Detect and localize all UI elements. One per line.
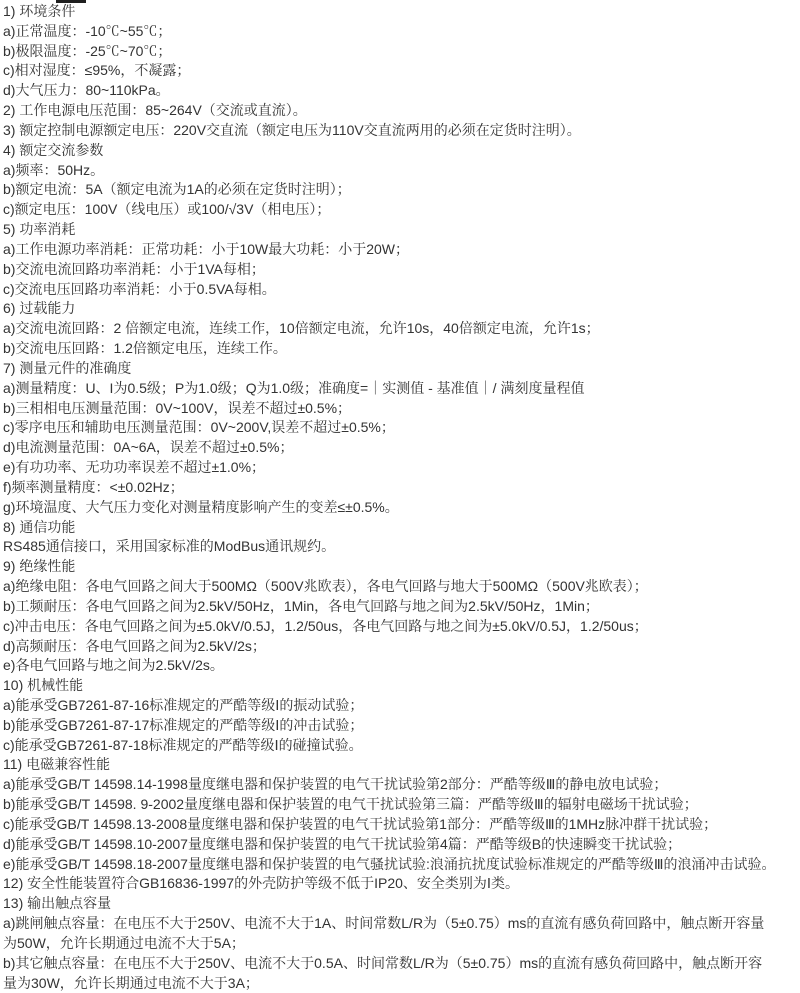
spec-line: a)频率：50Hz。 xyxy=(3,161,105,178)
spec-line: a)能承受GB7261-87-16标准规定的严酷等级Ⅰ的振动试验； xyxy=(3,696,364,713)
spec-line: 5) 功率消耗 xyxy=(3,221,76,238)
spec-line: 7) 测量元件的准确度 xyxy=(3,359,132,376)
spec-line: e)能承受GB/T 14598.18-2007量度继电器和保护装置的电气骚扰试验:浪涌抗扰度试验标准规定的严酷等级Ⅲ的浪涌冲击试验。 xyxy=(3,855,776,872)
spec-line: 10) 机械性能 xyxy=(3,677,84,694)
spec-line: 量为30W，允许长期通过电流不大于3A； xyxy=(3,974,259,991)
spec-line: c)额定电压：100V（线电压）或100/√3V（相电压）； xyxy=(3,201,331,218)
spec-line: a)正常温度：-10℃~55℃； xyxy=(3,22,172,39)
spec-line: a)能承受GB/T 14598.14-1998量度继电器和保护装置的电气干扰试验第2部分：严酷等级Ⅲ的静电放电试验； xyxy=(3,776,668,793)
spec-line: 9) 绝缘性能 xyxy=(3,558,76,575)
spec-line: c)能承受GB7261-87-18标准规定的严酷等级Ⅰ的碰撞试验。 xyxy=(3,736,363,753)
spec-line: b)交流电压回路：1.2倍额定电压，连续工作。 xyxy=(3,340,287,357)
spec-line: b)极限温度：-25℃~70℃； xyxy=(3,42,172,59)
spec-line: b)额定电流：5A（额定电流为1A的必须在定货时注明）； xyxy=(3,181,351,198)
spec-line: a)绝缘电阻：各电气回路之间大于500MΩ（500V兆欧表），各电气回路与地大于500MΩ（500V兆欧表）； xyxy=(3,578,648,595)
spec-line: RS485通信接口，采用国家标准的ModBus通讯规约。 xyxy=(3,538,336,555)
spec-line: g)环境温度、大气压力变化对测量精度影响产生的变差≤±0.5%。 xyxy=(3,498,399,515)
spec-line: 4) 额定交流参数 xyxy=(3,141,104,158)
spec-line: e)有功功率、无功功率误差不超过±1.0%； xyxy=(3,459,266,476)
spec-line: 2) 工作电源电压范围：85~264V（交流或直流）。 xyxy=(3,102,307,119)
spec-line: b)能承受GB7261-87-17标准规定的严酷等级Ⅰ的冲击试验； xyxy=(3,716,364,733)
spec-line: 3) 额定控制电源额定电压：220V交直流（额定电压为110V交直流两用的必须在定货时注明）。 xyxy=(3,121,581,138)
spec-line: a)工作电源功率消耗：正常功耗：小于10W最大功耗：小于20W； xyxy=(3,240,410,257)
spec-line: 13) 输出触点容量 xyxy=(3,895,112,912)
spec-line: d)能承受GB/T 14598.10-2007量度继电器和保护装置的电气干扰试验第4篇：严酷等级B的快速瞬变干扰试验； xyxy=(3,835,682,852)
spec-line: c)交流电压回路功率消耗：小于0.5VA每相。 xyxy=(3,280,276,297)
spec-line: c)能承受GB/T 14598.13-2008量度继电器和保护装置的电气干扰试验第1部分：严酷等级Ⅲ的1MHz脉冲群干扰试验； xyxy=(3,815,718,832)
spec-line: b)能承受GB/T 14598. 9-2002量度继电器和保护装置的电气干扰试验第三篇：严酷等级Ⅲ的辐射电磁场干扰试验； xyxy=(3,796,698,813)
spec-line: b)三相相电压测量范围：0V~100V，误差不超过±0.5%； xyxy=(3,399,352,416)
spec-line: d)电流测量范围：0A~6A，误差不超过±0.5%； xyxy=(3,439,294,456)
spec-line: a)交流电流回路：2 倍额定电流，连续工作，10倍额定电流，允许10s，40倍额定电流，允许1s； xyxy=(3,320,600,337)
spec-line: 8) 通信功能 xyxy=(3,518,76,535)
spec-line: c)冲击电压：各电气回路之间为±5.0kV/0.5J，1.2/50us，各电气回路与地之间为±5.0kV/0.5J，1.2/50us； xyxy=(3,617,648,634)
spec-line: 11) 电磁兼容性能 xyxy=(3,756,111,773)
spec-line: a)跳闸触点容量：在电压不大于250V、电流不大于1A、时间常数L/R为（5±0.75）ms的直流有感负荷回路中，触点断开容量 xyxy=(3,915,765,932)
spec-line: d)高频耐压：各电气回路之间为2.5kV/2s； xyxy=(3,637,266,654)
spec-line: b)工频耐压：各电气回路之间为2.5kV/50Hz，1Min，各电气回路与地之间为2.5kV/50Hz，1Min； xyxy=(3,597,599,614)
spec-line: 6) 过载能力 xyxy=(3,300,76,317)
spec-line: e)各电气回路与地之间为2.5kV/2s。 xyxy=(3,657,224,674)
spec-line: c)相对湿度：≤95%，不凝露； xyxy=(3,62,191,79)
spec-line: 为50W，允许长期通过电流不大于5A； xyxy=(3,934,245,951)
spec-line: d)大气压力：80~110kPa。 xyxy=(3,82,170,99)
spec-line: a)测量精度：U、I为0.5级；P为1.0级；Q为1.0级；准确度=｜实测值 - 基准值｜/ 满刻度量程值 xyxy=(3,379,585,396)
spec-line: b)其它触点容量：在电压不大于250V、电流不大于0.5A、时间常数L/R为（5±0.75）ms的直流有感负荷回路中，触点断开容 xyxy=(3,954,763,971)
spec-line: f)频率测量精度：<±0.02Hz； xyxy=(3,478,184,495)
spec-lines xyxy=(3,2,800,993)
spec-line: b)交流电流回路功率消耗：小于1VA每相； xyxy=(3,260,265,277)
spec-line: 12) 安全性能装置符合GB16836-1997的外壳防护等级不低于IP20、安全类别为Ⅰ类。 xyxy=(3,875,520,892)
spec-line: c)零序电压和辅助电压测量范围：0V~200V,误差不超过±0.5%； xyxy=(3,419,395,436)
spec-line: 1) 环境条件 xyxy=(3,3,76,19)
